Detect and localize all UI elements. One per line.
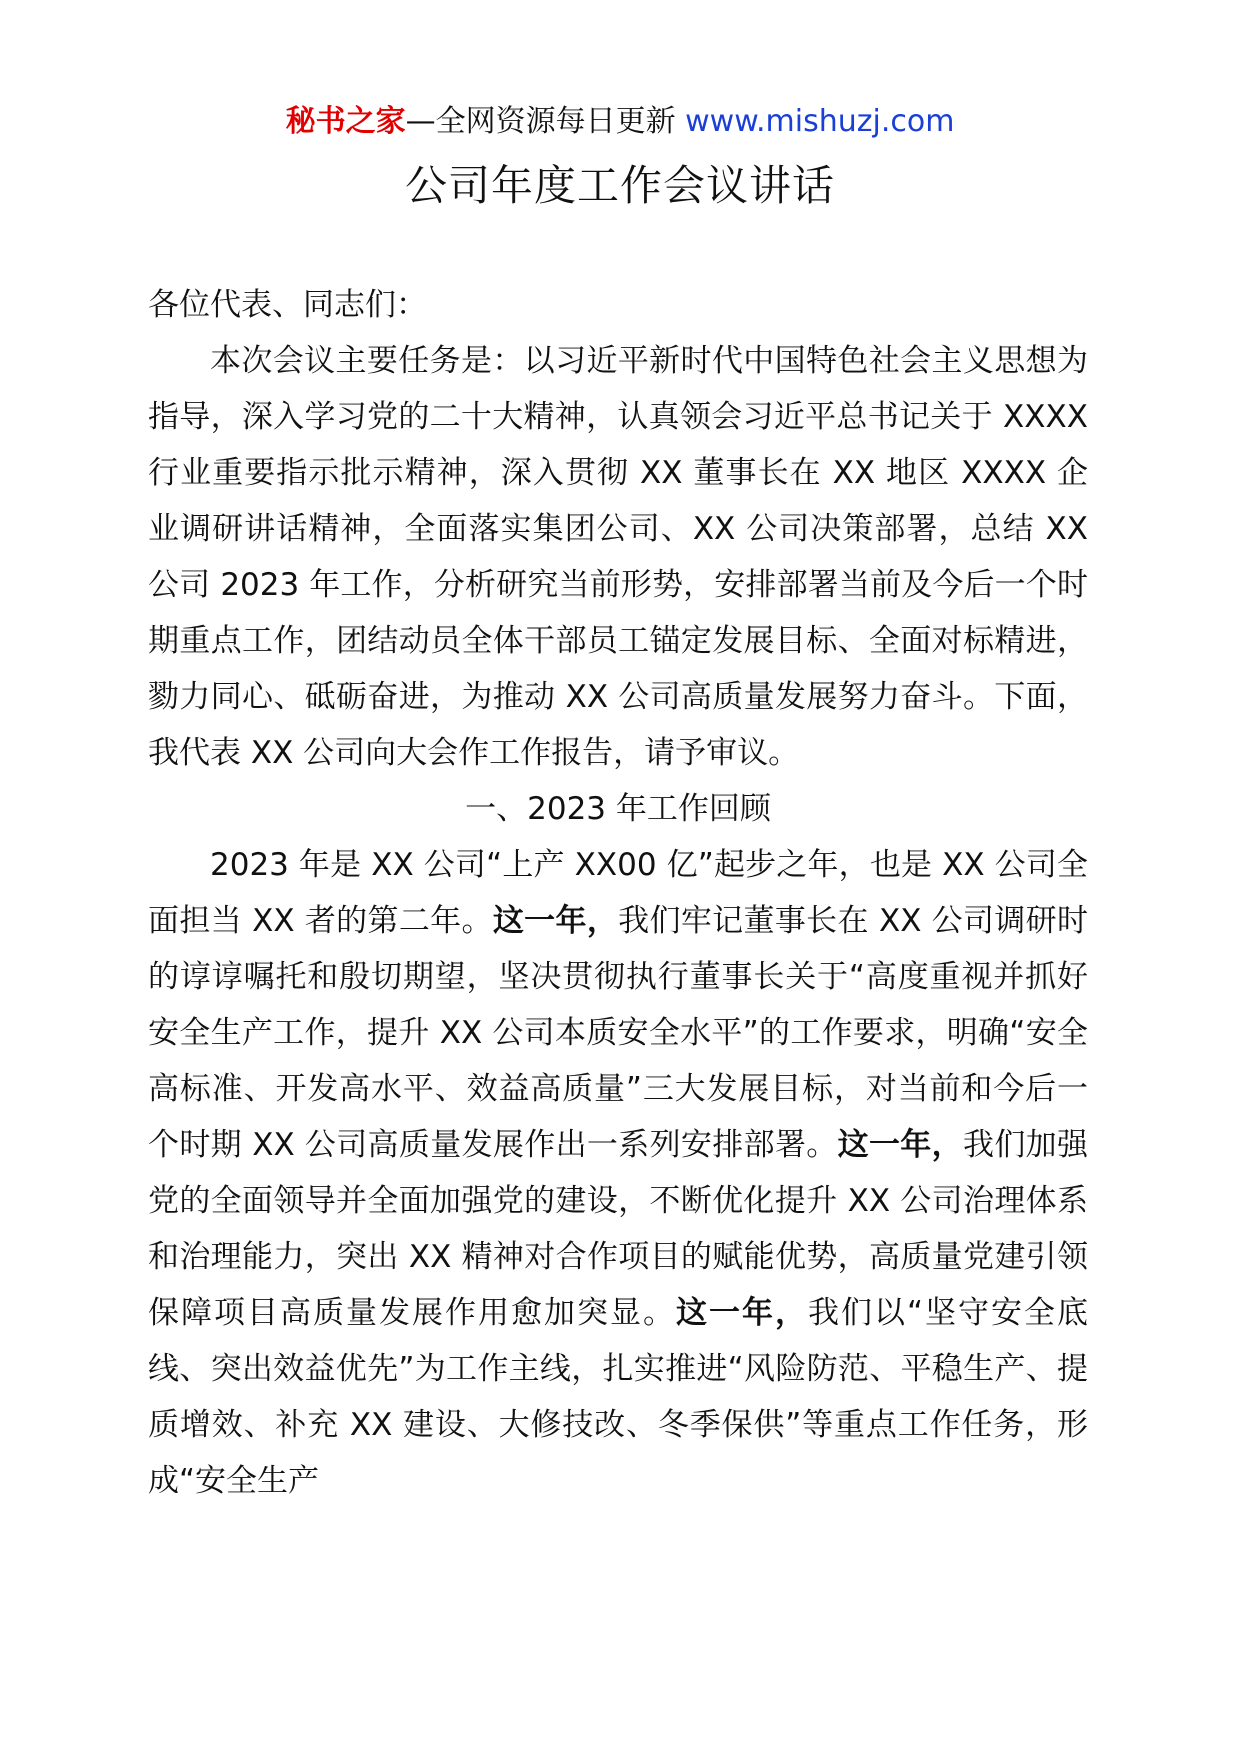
site-brand: 秘书之家 xyxy=(285,104,406,139)
section-heading: 一、2023 年工作回顾 xyxy=(465,791,771,827)
salutation: 各位代表、同志们： xyxy=(148,287,427,323)
review-paragraph xyxy=(148,837,1088,1509)
review-text-3: 我们加强党的全面领导并全面加强党的建设，不断优化提升 XX 公司治理体系和治理能力，突出 XX 精神对合作项目的赋能优势，高质量党建引领保障项目高质量发展作用愈加突显。 xyxy=(148,1127,1088,1331)
review-text-1: 2023 年是 XX 公司“上产 XX00 亿”起步之年，也是 XX 公司全面担当 XX 者的第二年。 xyxy=(148,847,1088,939)
emphasis-this-year-3: 这一年， xyxy=(675,1295,808,1331)
review-text-4: 我们以“坚守安全底线、突出效益优先”为工作主线，扎实推进“风险防范、平稳生产、提质增效、补充 XX 建设、大修技改、冬季保供”等重点工作任务，形成“安全生产 xyxy=(148,1295,1089,1499)
intro-paragraph: 本次会议主要任务是：以习近平新时代中国特色社会主义思想为指导，深入学习党的二十大精神，认真领会习近平总书记关于 XXXX 行业重要指示批示精神，深入贯彻 XX 董事长在 XX 地区 XXXX 企业调研讲话精神，全面落实集团公司、XX 公司决策部署，总结 XX 公司 2023 年工作，分析研究当前形势，安排部署当前及今后一个时期重点工作，团结动员全体干部员工锚定发展目标、全面对标精进，勠力同心、砥砺奋进，为推动 XX 公司高质量发展努力奋斗。下面，我代表 XX 公司向大会作工作报告，请予审议。 xyxy=(148,343,1088,771)
site-url-link[interactable]: www.mishuzj.com xyxy=(685,104,955,139)
document-body xyxy=(148,277,1088,1509)
review-text-2: 我们牢记董事长在 XX 公司调研时的谆谆嘱托和殷切期望，坚决贯彻执行董事长关于“高度重视并抓好安全生产工作，提升 XX 公司本质安全水平”的工作要求，明确“安全高标准、开发高水平、效益高质量”三大发展目标，对当前和今后一个时期 XX 公司高质量发展作出一系列安排部署。 xyxy=(148,903,1088,1163)
site-tagline: —全网资源每日更新 xyxy=(405,104,676,139)
site-header xyxy=(0,100,1240,144)
document-title: 公司年度工作会议讲话 xyxy=(404,161,835,210)
emphasis-this-year-2: 这一年， xyxy=(837,1127,963,1163)
emphasis-this-year-1: 这一年， xyxy=(492,903,619,939)
